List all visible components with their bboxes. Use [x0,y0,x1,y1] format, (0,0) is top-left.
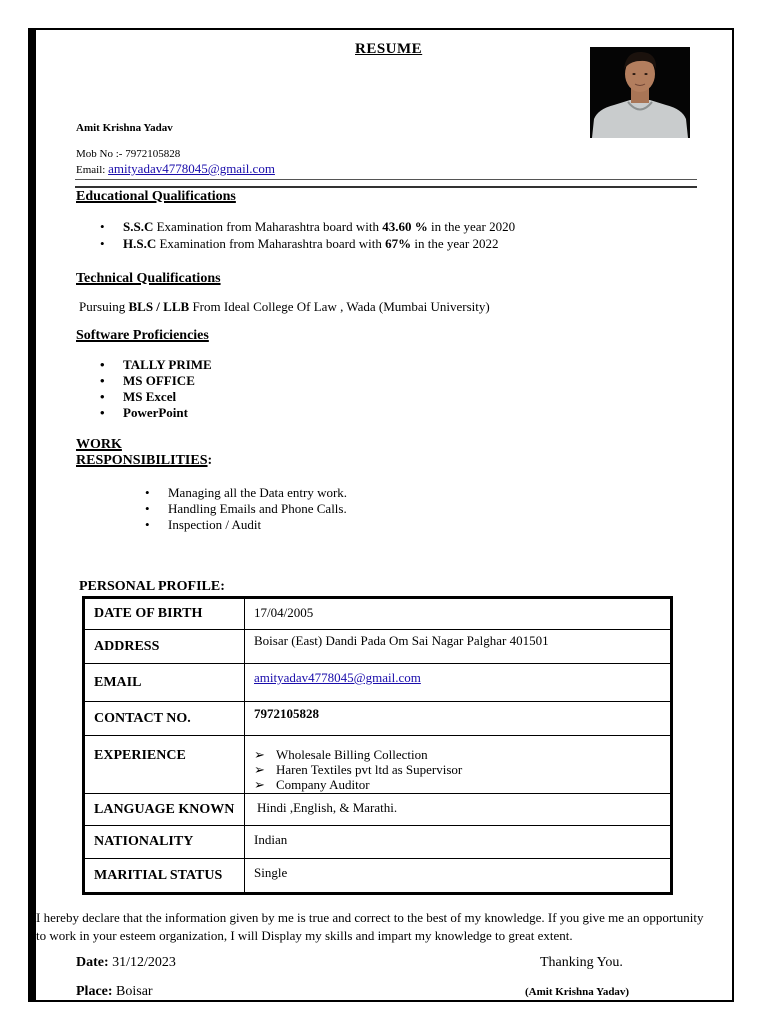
personal-profile-table [82,596,673,895]
email-cell [245,664,672,702]
table-row [84,702,672,736]
address-value: Boisar (East) Dandi Pada Om Sai Nagar Palghar 401501 [245,630,672,664]
header-rule-thick [75,186,697,188]
technical-heading: Technical Qualifications [76,271,221,286]
profile-email-link[interactable]: amityadav4778045@gmail.com [254,670,421,685]
resume-title: RESUME [355,41,423,57]
dob-label: DATE OF BIRTH [84,598,245,630]
experience-label: EXPERIENCE [84,736,245,794]
nationality-label: NATIONALITY [84,826,245,859]
technical-text: Pursuing BLS / LLB From Ideal College Of Law , Wada (Mumbai University) [79,299,490,314]
work-heading-line2: RESPONSIBILITIES: [76,453,213,468]
bullet-icon: • [100,389,105,404]
table-row [84,664,672,702]
date-line: Date: 31/12/2023 [76,955,176,970]
marital-value: Single [245,859,672,894]
signature-name: (Amit Krishna Yadav) [525,986,630,998]
bullet-icon: • [100,219,105,234]
table-row [84,826,672,859]
thanking-text: Thanking You. [540,955,623,970]
marital-label: MARITIAL STATUS [84,859,245,894]
contact-value: 7972105828 [245,702,672,736]
place-line: Place: Boisar [76,984,153,999]
bullet-icon: • [100,405,105,420]
bullet-icon: • [100,236,105,251]
header-rule-thin [75,179,697,180]
experience-item: ➢ Haren Textiles pvt ltd as Supervisor [254,762,463,777]
table-row [84,794,672,826]
table-row [84,859,672,894]
bullet-icon: • [145,485,150,500]
experience-item: ➢ Wholesale Billing Collection [254,747,428,762]
bullet-icon: • [145,517,150,532]
bullet-icon: • [145,501,150,516]
declaration-text: I hereby declare that the information given by me is true and correct to the best of my knowledge. If you give me an opportunity to work in your esteem organization, I will Display my skills and impart my knowledge to great extent. [36,910,704,943]
email-label: EMAIL [84,664,245,702]
arrow-bullet-icon: ➢ [254,762,265,777]
personal-profile-heading: PERSONAL PROFILE: [79,579,225,594]
email-label: Email: [76,164,106,176]
contact-label: CONTACT NO. [84,702,245,736]
experience-value [245,736,672,794]
language-label: LANGUAGE KNOWN [84,794,245,826]
nationality-value: Indian [245,826,672,859]
profile-photo [590,47,690,138]
page-border-right [732,28,734,1002]
bullet-icon: • [100,373,105,388]
page-border-left [28,28,36,1002]
email-link[interactable]: amityadav4778045@gmail.com [108,161,275,176]
person-photo-icon [590,47,690,138]
address-label: ADDRESS [84,630,245,664]
arrow-bullet-icon: ➢ [254,777,265,792]
software-heading: Software Proficiencies [76,328,209,343]
candidate-name: Amit Krishna Yadav [76,122,173,134]
mobile-number: Mob No :- 7972105828 [76,148,181,160]
page-border-bottom [28,1000,734,1002]
resume-page: RESUME Amit Krishna Yadav Mob No :- 7972105828 Email: amityadav4778045@gmail.com Educational Qualifications • S.S.C Examination from Maharashtra board with 43.60 % in the year 2020 • H.S.C Examination from Maharashtra board with 67% in the year 2022 Technical Qualifications Pursuing BLS / LLB From Ideal College Of Law , Wada (Mumbai University) Software Proficiencies • TALLY PRIME • MS OFFICE • MS Excel • PowerPoint WORK RESPONSIBILITIES: • Managing all the Data entry work. • Handling Emails and Phone Calls. • Inspection / Audit PERSONAL PROFILE: DATE OF BIRTH 17/04/2005 ADDRESS Boisar (East) Dandi Pada Om Sai Nagar Palghar 401501 EMAIL amityadav4778045@gmail.com CONTACT NO. 7972105828 EXPERIENCE ➢ Wholesale Billing Collection ➢ Haren Textiles pvt ltd as Supervisor ➢ Company Auditor LANGUAGE KNOWN Hindi ,English, & Marathi. NATIONALITY Indian MARITIAL STATUS Single I hereby declare that the information given by me is true and correct to the best of my knowledge. If you give me an opportunity to work in your esteem organization, I will Display my skills and impart my knowledge to great extent. Date: 31/12/2023 Place: Boisar Thanking You. (Amit Krishna Yadav) [0,0,768,1024]
arrow-bullet-icon: ➢ [254,747,265,762]
education-heading: Educational Qualifications [76,189,236,204]
email-line [76,161,275,177]
language-value: Hindi ,English, & Marathi. [245,794,672,826]
work-heading-line1: WORK [76,437,122,452]
table-row [84,736,672,794]
experience-item: ➢ Company Auditor [254,777,370,792]
page-border-top [28,28,734,30]
bullet-icon: • [100,357,105,372]
table-row [84,630,672,664]
dob-value: 17/04/2005 [245,598,672,630]
table-row [84,598,672,630]
